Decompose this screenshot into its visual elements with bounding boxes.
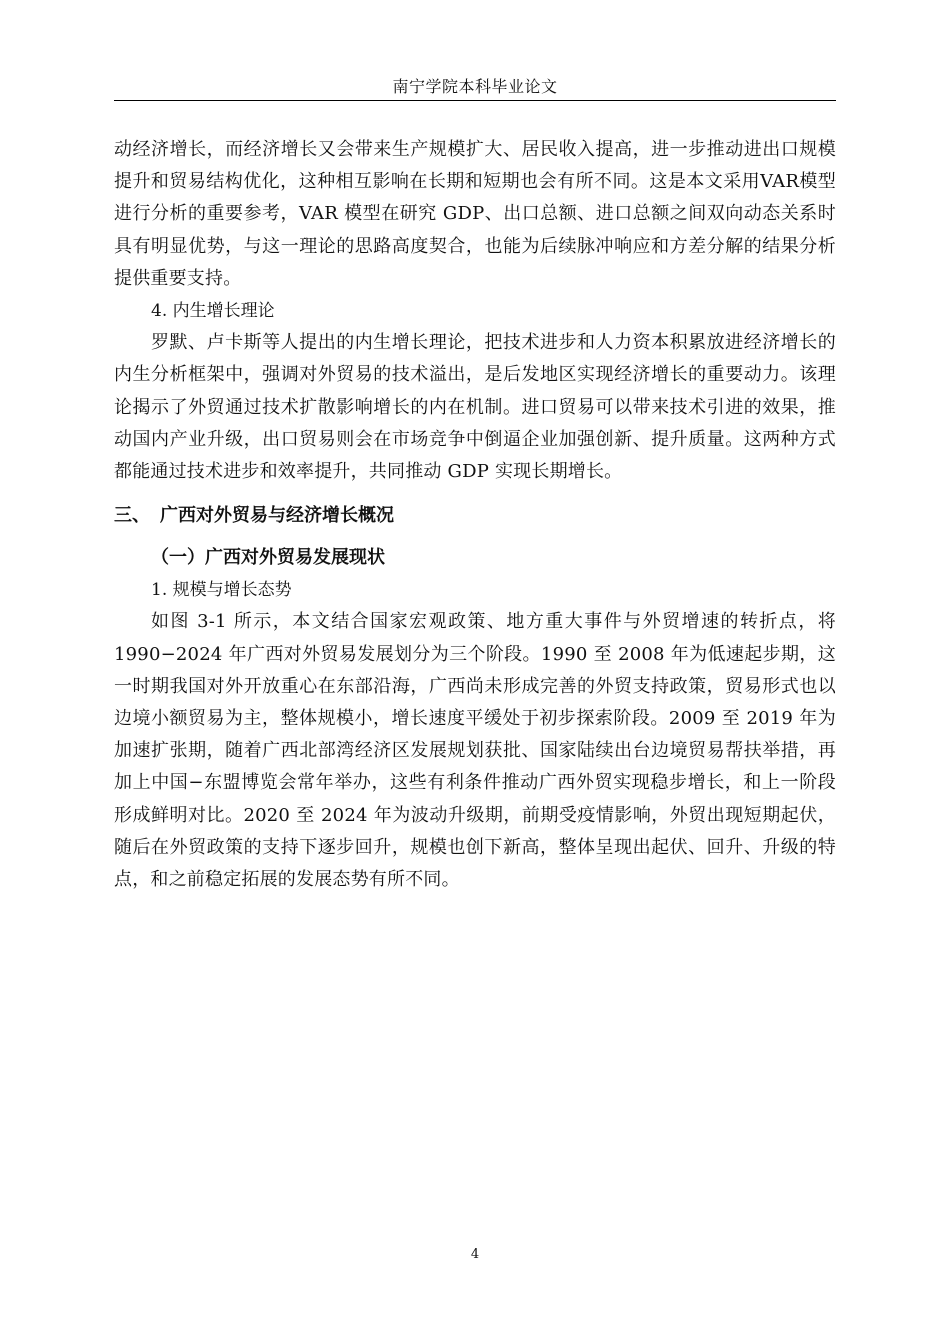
header-divider <box>114 100 836 101</box>
section-3-heading <box>114 500 836 532</box>
paragraph-scale-and-growth: 如图 3-1 所示，本文结合国家宏观政策、地方重大事件与外贸增速的转折点，将1990−2024 年广西对外贸易发展划分为三个阶段。1990 至 2008 年为低速起步期，这一时期我国对外开放重心在东部沿海，广西尚未形成完善的外贸支持政策，贸易形式也以边境小额贸易为主，整体规模小，增长速度平缓处于初步探索阶段。2009 至 2019 年为加速扩张期，随着广西北部湾经济区发展规划获批、国家陆续出台边境贸易帮扶举措，再加上中国−东盟博览会常年举办，这些有利条件推动广西外贸实现稳步增长，和上一阶段形成鲜明对比。2020 至 2024 年为波动升级期，前期受疫情影响，外贸出现短期起伏，随后在外贸政策的支持下逐步回升，规模也创下新高，整体呈现出起伏、回升、升级的特点，和之前稳定拓展的发展态势有所不同。 <box>114 611 836 891</box>
theory-4-heading: 4. 内生增长理论 <box>151 301 275 322</box>
paragraph-continuation: 动经济增长，而经济增长又会带来生产规模扩大、居民收入提高，进一步推动进出口规模提升和贸易结构优化，这种相互影响在长期和短期也会有所不同。这是本文采用VAR模型进行分析的重要参考，VAR 模型在研究 GDP、出口总额、进口总额之间双向动态关系时具有明显优势，与这一理论的思路高度契合，也能为后续脉冲响应和方差分解的结果分析提供重要支持。 <box>114 139 836 289</box>
section-3-title: 广西对外贸易与经济增长概况 <box>160 505 394 527</box>
section-3-number: 三、 <box>114 505 150 527</box>
item-1-heading: 1. 规模与增长态势 <box>151 580 292 601</box>
page-number: 4 <box>470 1247 480 1262</box>
paragraph-endogenous-growth-theory: 罗默、卢卡斯等人提出的内生增长理论，把技术进步和人力资本积累放进经济增长的内生分析框架中，强调对外贸易的技术溢出，是后发地区实现经济增长的重要动力。该理论揭示了外贸通过技术扩散影响增长的内在机制。进口贸易可以带来技术引进的效果，推动国内产业升级，出口贸易则会在市场竞争中倒逼企业加强创新、提升质量。这两种方式都能通过技术进步和效率提升，共同推动 GDP 实现长期增长。 <box>114 332 836 483</box>
page-header-title: 南宁学院本科毕业论文 <box>392 77 558 96</box>
document-body <box>114 134 836 896</box>
subsection-1-heading: （一）广西对外贸易发展现状 <box>151 547 385 569</box>
